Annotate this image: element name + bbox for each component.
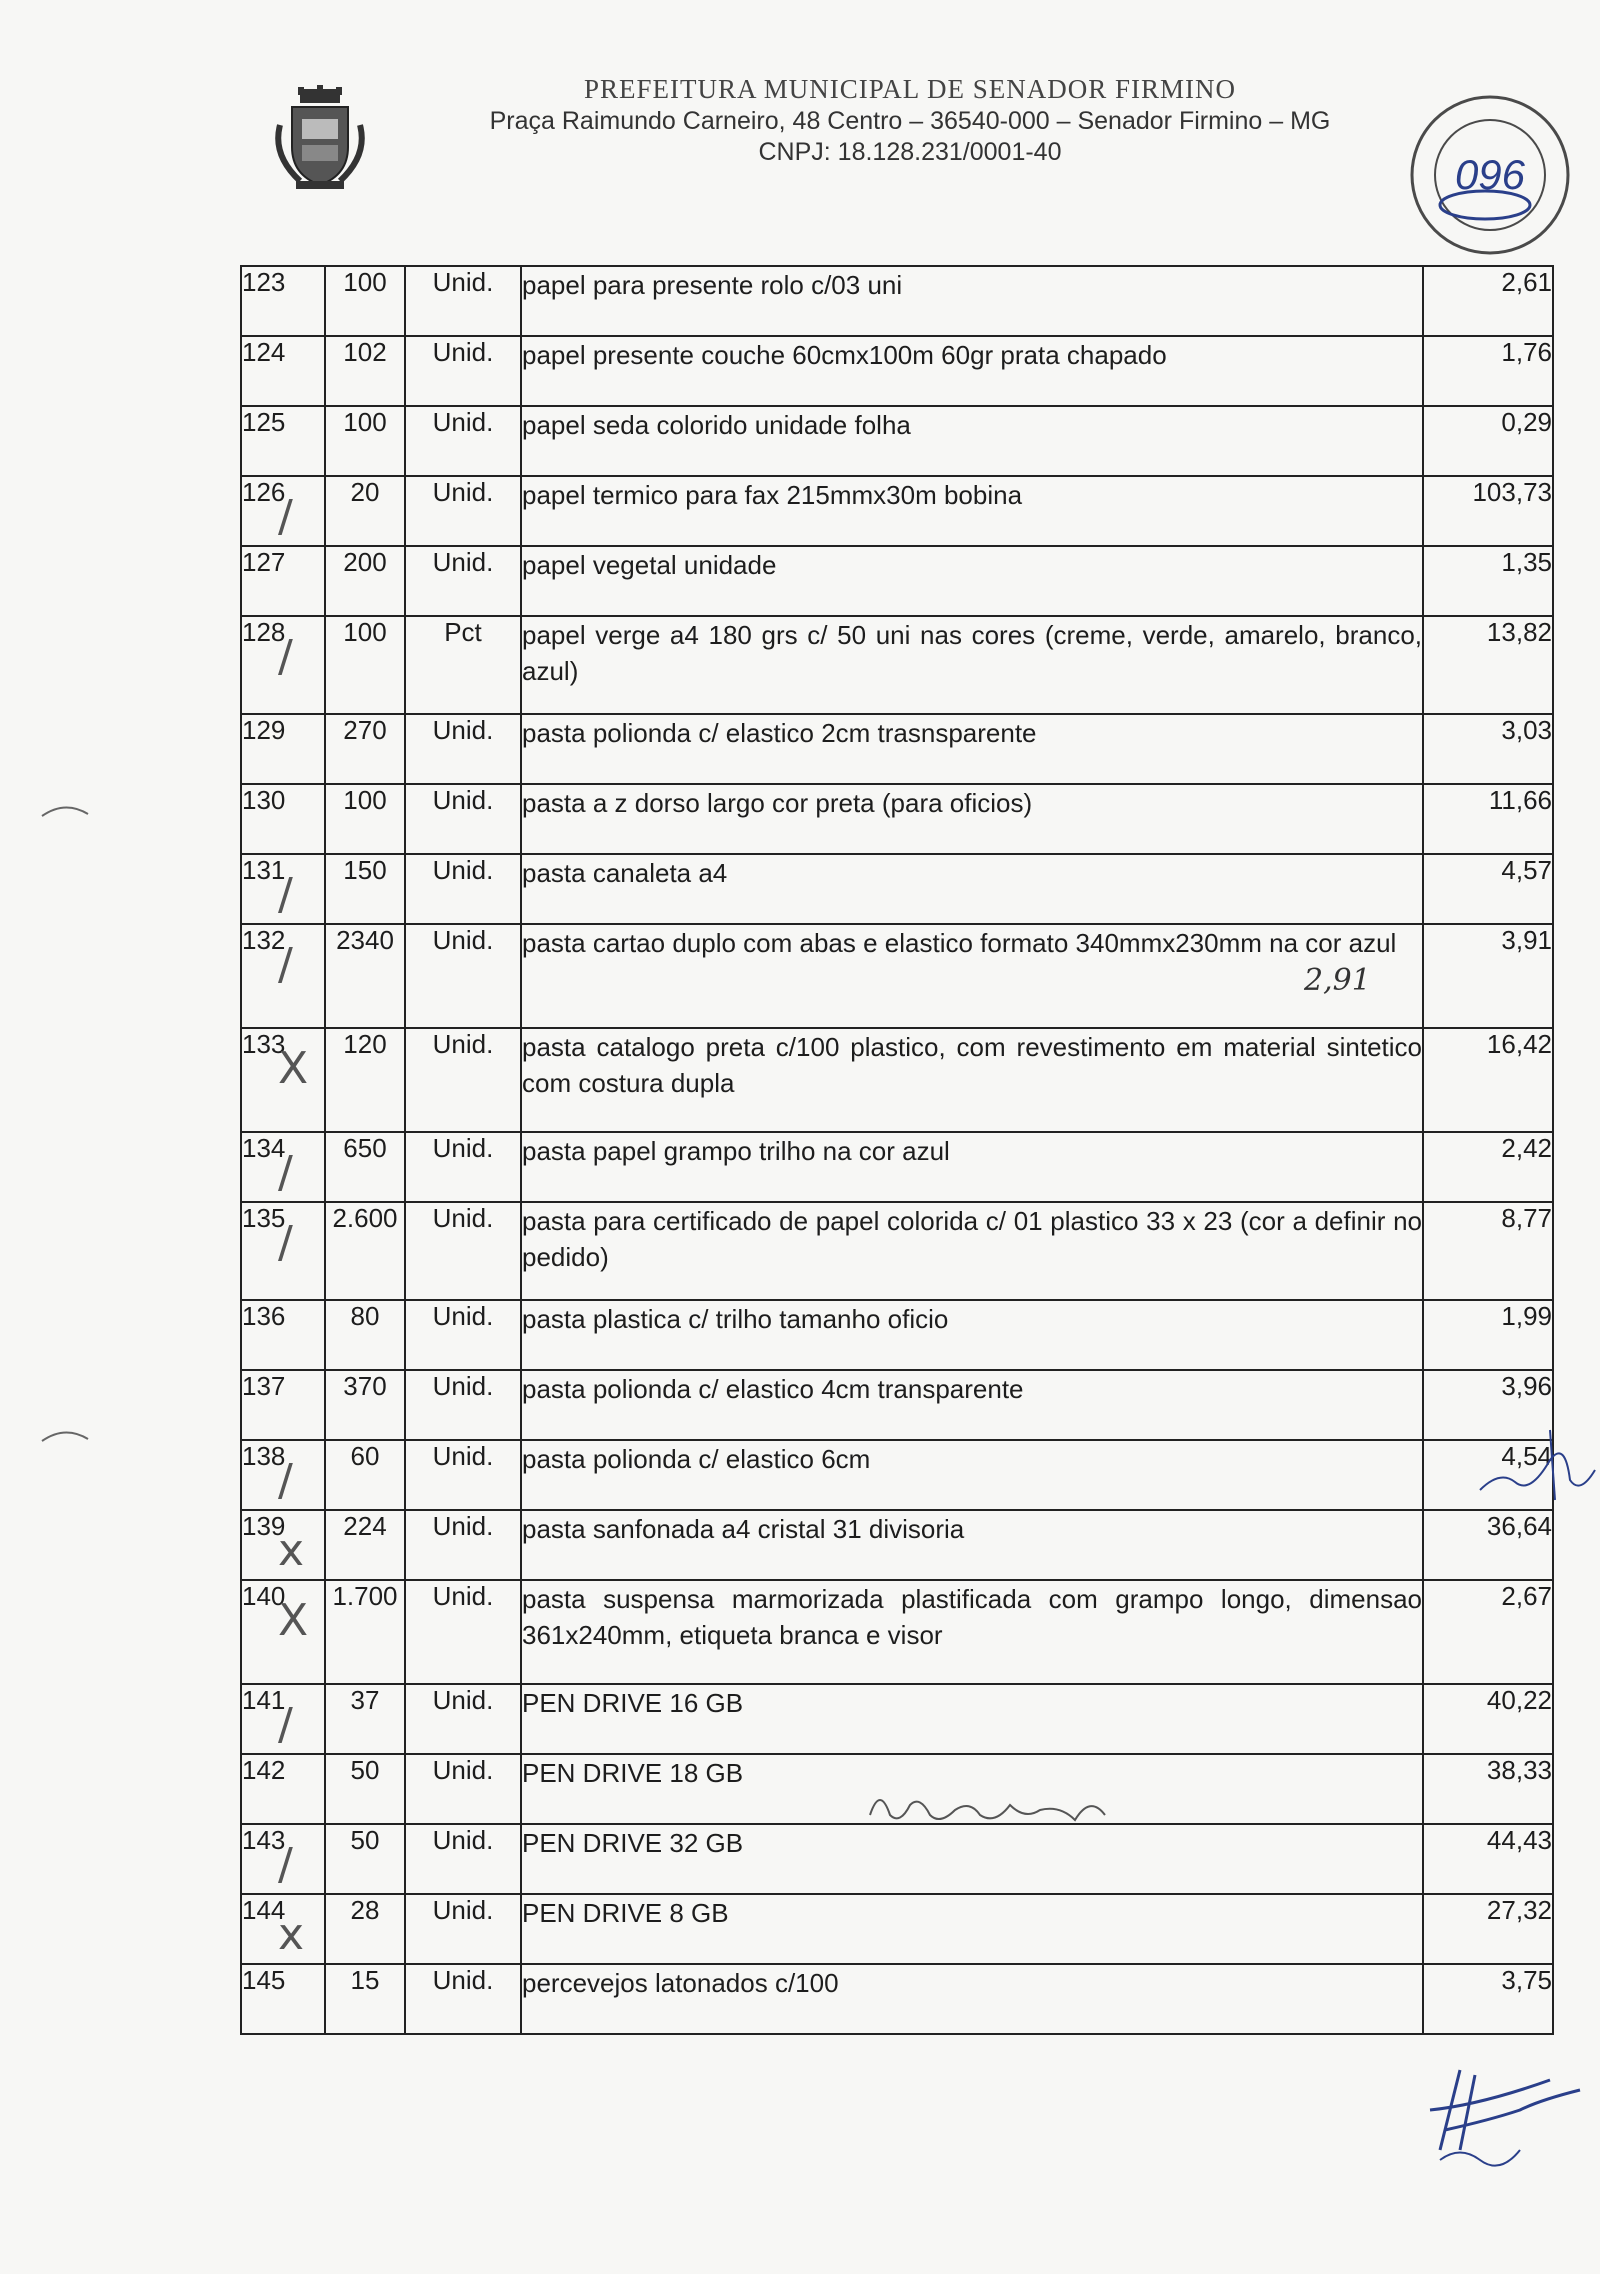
check-mark: /	[278, 1147, 293, 1198]
item-price: 4,57	[1501, 855, 1552, 885]
table-row	[241, 1370, 1553, 1440]
item-description: papel termico para fax 215mmx30m bobina	[522, 480, 1023, 510]
item-price: 3,91	[1501, 925, 1552, 955]
item-quantity: 120	[343, 1029, 387, 1059]
item-number: 126	[242, 477, 286, 507]
item-price: 2,61	[1501, 267, 1552, 297]
margin-mark-icon	[40, 1425, 90, 1445]
item-quantity: 20	[350, 477, 380, 507]
item-description: pasta cartao duplo com abas e elastico formato 340mmx230mm na cor azul	[522, 928, 1397, 958]
item-unit: Unid.	[432, 1581, 494, 1611]
header-address: Praça Raimundo Carneiro, 48 Centro – 36540-000 – Senador Firmino – MG	[489, 107, 1331, 135]
item-price: 16,42	[1486, 1029, 1552, 1059]
item-number: 128	[242, 617, 286, 647]
item-description: PEN DRIVE 16 GB	[522, 1688, 744, 1718]
item-quantity: 200	[343, 547, 387, 577]
item-description: pasta a z dorso largo cor preta (para oficios)	[522, 788, 1033, 818]
item-description: PEN DRIVE 32 GB	[522, 1828, 744, 1858]
item-unit: Unid.	[432, 407, 494, 437]
item-quantity: 1.700	[332, 1581, 398, 1611]
header-cnpj: CNPJ: 18.128.231/0001-40	[758, 138, 1062, 166]
table-row	[241, 1510, 1553, 1580]
item-quantity: 370	[343, 1371, 387, 1401]
item-number: 127	[242, 547, 286, 577]
item-unit: Pct	[444, 617, 482, 647]
check-mark: /	[278, 631, 293, 682]
item-quantity: 80	[350, 1301, 380, 1331]
item-quantity: 60	[350, 1441, 380, 1471]
item-unit: Unid.	[432, 925, 494, 955]
item-price: 3,03	[1501, 715, 1552, 745]
handwritten-scribble-icon	[860, 1775, 1190, 1835]
item-price: 11,66	[1488, 785, 1552, 815]
item-unit: Unid.	[432, 1511, 494, 1541]
header-text	[400, 70, 1420, 167]
item-description: pasta catalogo preta c/100 plastico, com revestimento em material sintetico com costura dupla	[522, 1032, 1422, 1098]
item-quantity: 50	[350, 1755, 380, 1785]
item-description: PEN DRIVE 18 GB	[522, 1758, 744, 1788]
item-price: 13,82	[1486, 617, 1552, 647]
item-quantity: 100	[343, 617, 387, 647]
check-mark: /	[278, 1839, 293, 1890]
item-number: 133	[242, 1029, 286, 1059]
item-number: 142	[242, 1755, 286, 1785]
item-price: 44,43	[1486, 1825, 1552, 1855]
table-row	[241, 1202, 1553, 1300]
item-quantity: 100	[343, 407, 387, 437]
stamp-number: 096	[1454, 151, 1526, 198]
item-description: papel seda colorido unidade folha	[522, 410, 911, 440]
item-number: 136	[242, 1301, 286, 1331]
item-description: pasta polionda c/ elastico 2cm trasnsparente	[522, 718, 1037, 748]
item-description: percevejos latonados c/100	[522, 1968, 839, 1998]
item-unit: Unid.	[432, 547, 494, 577]
table-row	[241, 1894, 1553, 1964]
margin-mark-icon	[40, 800, 90, 820]
item-quantity: 37	[350, 1685, 380, 1715]
item-unit: Unid.	[432, 477, 494, 507]
table-row	[241, 1964, 1553, 2034]
table-row	[241, 406, 1553, 476]
item-number: 145	[242, 1965, 286, 1995]
item-number: 129	[242, 715, 286, 745]
item-unit: Unid.	[432, 267, 494, 297]
item-description: pasta canaleta a4	[522, 858, 728, 888]
item-price: 103,73	[1472, 477, 1552, 507]
check-mark: /	[278, 869, 293, 920]
item-price: 3,75	[1501, 1965, 1552, 1995]
municipal-crest-icon	[270, 85, 370, 195]
check-mark: X	[278, 1043, 309, 1094]
table-row	[241, 546, 1553, 616]
item-quantity: 270	[343, 715, 387, 745]
item-price: 3,96	[1501, 1371, 1552, 1401]
item-unit: Unid.	[432, 1755, 494, 1785]
check-mark: x	[278, 1525, 305, 1576]
item-number: 125	[242, 407, 286, 437]
item-number: 143	[242, 1825, 286, 1855]
items-table-body	[241, 266, 1553, 2034]
item-number: 144	[242, 1895, 286, 1925]
item-number: 134	[242, 1133, 286, 1163]
table-row	[241, 714, 1553, 784]
check-mark: /	[278, 939, 293, 990]
table-row	[241, 1028, 1553, 1132]
item-price: 1,76	[1501, 337, 1552, 367]
table-row	[241, 924, 1553, 1028]
check-mark: /	[278, 491, 293, 542]
item-unit: Unid.	[432, 1301, 494, 1331]
signature-icon	[1400, 2050, 1600, 2190]
item-unit: Unid.	[432, 1029, 494, 1059]
table-row	[241, 1684, 1553, 1754]
item-unit: Unid.	[432, 1133, 494, 1163]
check-mark: x	[278, 1909, 305, 1960]
item-number: 138	[242, 1441, 286, 1471]
item-price: 38,33	[1486, 1755, 1552, 1785]
item-price: 1,35	[1501, 547, 1552, 577]
item-unit: Unid.	[432, 715, 494, 745]
item-description: papel vegetal unidade	[522, 550, 777, 580]
item-quantity: 2340	[336, 925, 394, 955]
item-price: 2,67	[1501, 1581, 1552, 1611]
item-quantity: 224	[343, 1511, 387, 1541]
item-description: pasta para certificado de papel colorida c/ 01 plastico 33 x 23 (cor a definir no pedido)	[522, 1206, 1422, 1272]
table-row	[241, 336, 1553, 406]
item-unit: Unid.	[432, 1371, 494, 1401]
item-number: 130	[242, 785, 286, 815]
item-unit: Unid.	[432, 1685, 494, 1715]
item-number: 137	[242, 1371, 286, 1401]
item-description: pasta suspensa marmorizada plastificada com grampo longo, dimensao 361x240mm, etiqueta branca e visor	[522, 1584, 1422, 1650]
item-description: papel para presente rolo c/03 uni	[522, 270, 903, 300]
items-table	[240, 265, 1554, 2035]
item-description: PEN DRIVE 8 GB	[522, 1898, 729, 1928]
document-header	[0, 60, 1600, 220]
item-description: pasta sanfonada a4 cristal 31 divisoria	[522, 1514, 965, 1544]
item-number: 140	[242, 1581, 286, 1611]
item-quantity: 50	[350, 1825, 380, 1855]
item-unit: Unid.	[432, 1965, 494, 1995]
table-row	[241, 1580, 1553, 1684]
item-number: 131	[242, 855, 286, 885]
table-row	[241, 616, 1553, 714]
item-unit: Unid.	[432, 337, 494, 367]
item-quantity: 102	[343, 337, 387, 367]
check-mark: /	[278, 1455, 293, 1506]
item-quantity: 2.600	[332, 1203, 398, 1233]
side-annotation-icon	[1470, 1420, 1600, 1510]
table-row	[241, 266, 1553, 336]
item-description: papel verge a4 180 grs c/ 50 uni nas cores (creme, verde, amarelo, branco, azul)	[522, 620, 1422, 686]
check-mark: /	[278, 1217, 293, 1268]
handwritten-price-note: 2,91	[1304, 963, 1371, 998]
item-price: 8,77	[1501, 1203, 1552, 1233]
item-number: 141	[242, 1685, 286, 1715]
item-number: 123	[242, 267, 286, 297]
item-description: pasta polionda c/ elastico 6cm	[522, 1444, 871, 1474]
table-row	[241, 476, 1553, 546]
item-quantity: 650	[343, 1133, 387, 1163]
item-unit: Unid.	[432, 785, 494, 815]
item-price: 2,42	[1501, 1133, 1552, 1163]
check-mark: X	[278, 1595, 309, 1646]
item-quantity: 100	[343, 785, 387, 815]
item-unit: Unid.	[432, 1441, 494, 1471]
item-number: 135	[242, 1203, 286, 1233]
header-title: PREFEITURA MUNICIPAL DE SENADOR FIRMINO	[583, 74, 1237, 104]
item-unit: Unid.	[432, 855, 494, 885]
item-quantity: 100	[343, 267, 387, 297]
item-price: 1,99	[1501, 1301, 1552, 1331]
commission-stamp-icon	[1405, 90, 1575, 260]
item-number: 124	[242, 337, 286, 367]
item-unit: Unid.	[432, 1203, 494, 1233]
table-row	[241, 1300, 1553, 1370]
item-description: pasta papel grampo trilho na cor azul	[522, 1136, 950, 1166]
item-price: 0,29	[1501, 407, 1552, 437]
item-quantity: 150	[343, 855, 387, 885]
check-mark: /	[278, 1699, 293, 1750]
item-quantity: 15	[350, 1965, 380, 1995]
table-row	[241, 854, 1553, 924]
item-unit: Unid.	[432, 1825, 494, 1855]
item-quantity: 28	[350, 1895, 380, 1925]
item-price: 40,22	[1486, 1685, 1552, 1715]
item-number: 139	[242, 1511, 286, 1541]
item-unit: Unid.	[432, 1895, 494, 1925]
table-row	[241, 1440, 1553, 1510]
item-description: pasta polionda c/ elastico 4cm transparente	[522, 1374, 1024, 1404]
item-description: pasta plastica c/ trilho tamanho oficio	[522, 1304, 949, 1334]
item-description: papel presente couche 60cmx100m 60gr prata chapado	[522, 340, 1167, 370]
item-number: 132	[242, 925, 286, 955]
item-price: 27,32	[1486, 1895, 1552, 1925]
table-row	[241, 784, 1553, 854]
item-price: 4,54	[1501, 1441, 1552, 1471]
table-row	[241, 1132, 1553, 1202]
item-price: 36,64	[1486, 1511, 1552, 1541]
